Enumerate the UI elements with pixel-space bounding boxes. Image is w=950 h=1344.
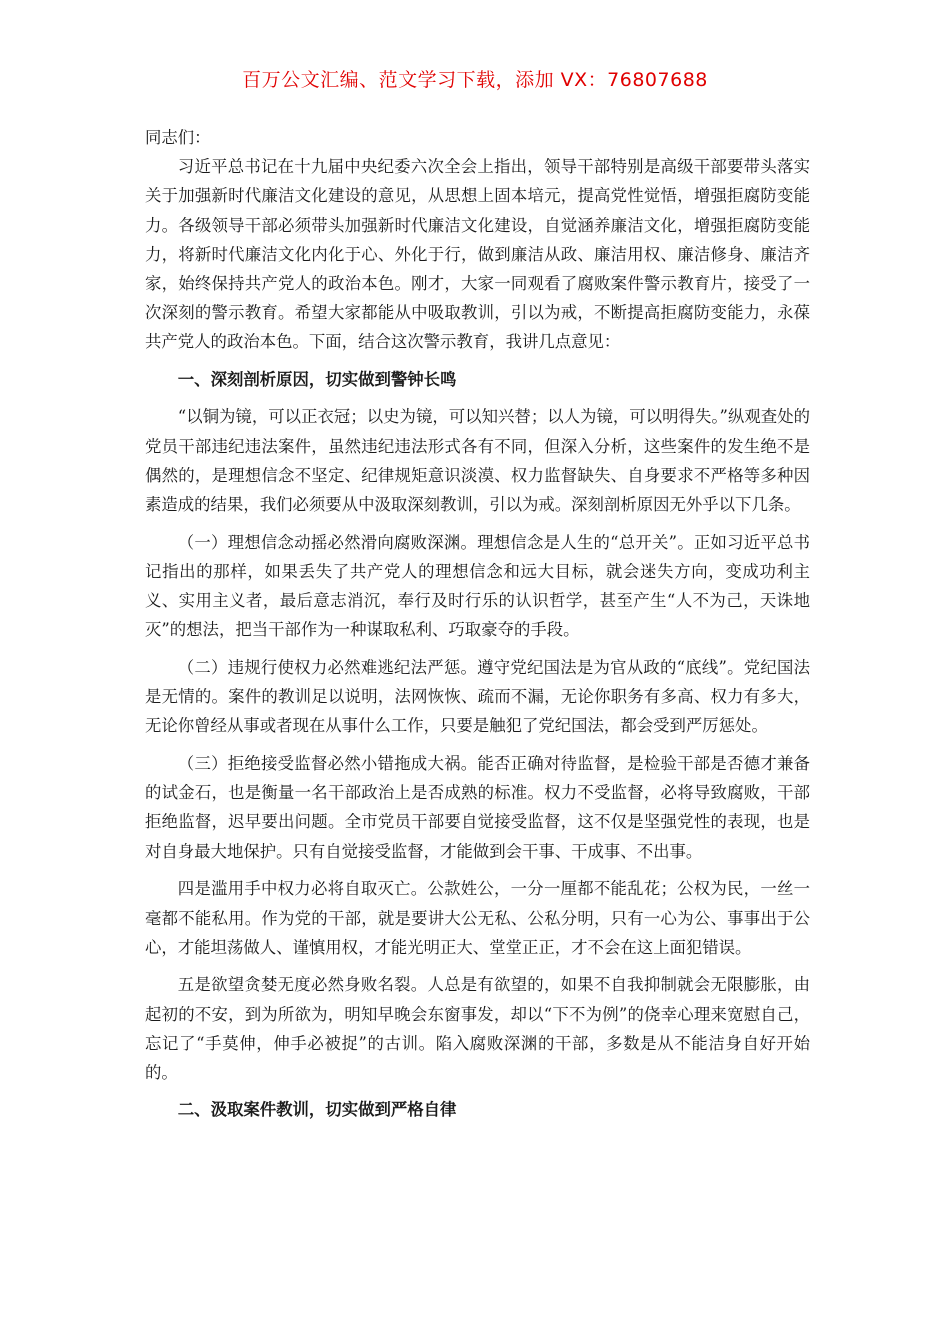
point-5-paragraph: 五是欲望贪婪无度必然身败名裂。人总是有欲望的，如果不自我抑制就会无限膨胀，由起初的不安，到为所欲为，明知早晚会东窗事发，却以“下不为例”的侥幸心理来宽慰自己，忘记了“手莫伸，伸手必被捉”的古训。陷入腐败深渊的干部，多数是从不能洁身自好开始的。 (145, 975, 810, 1083)
point-3-paragraph: （三）拒绝接受监督必然小错拖成大祸。能否正确对待监督，是检验干部是否德才兼备的试金石，也是衡量一名干部政治上是否成熟的标准。权力不受监督，必将导致腐败，干部拒绝监督，迟早要出问题。全市党员干部要自觉接受监督，这不仅是坚强党性的表现，也是对自身最大地保护。只有自觉接受监督，才能做到会干事、干成事、不出事。 (145, 754, 810, 861)
intro-paragraph: 习近平总书记在十九届中央纪委六次全会上指出，领导干部特别是高级干部要带头落实关于加强新时代廉洁文化建设的意见，从思想上固本培元，提高党性觉悟，增强拒腐防变能力。各级领导干部必须带头加强新时代廉洁文化建设，自觉涵养廉洁文化，增强拒腐防变能力，将新时代廉洁文化内化于心、外化于行，做到廉洁从政、廉洁用权、廉洁修身、廉洁齐家，始终保持共产党人的政治本色。刚才，大家一同观看了腐败案件警示教育片，接受了一次深刻的警示教育。希望大家都能从中吸取教训，引以为戒，不断提高拒腐防变能力，永葆共产党人的政治本色。下面，结合这次警示教育，我讲几点意见： (145, 157, 810, 352)
header-banner: 百万公文汇编、范文学习下载，添加 VX：76807688 (242, 69, 708, 91)
point-1-paragraph: （一）理想信念动摇必然滑向腐败深渊。理想信念是人生的“总开关”。正如习近平总书记指出的那样，如果丢失了共产党人的理想信念和远大目标，就会迷失方向，变成功利主义、实用主义者，最后意志消沉，奉行及时行乐的认识哲学，甚至产生“人不为己，天诛地灭”的想法，把当干部作为一种谋取私利、巧取豪夺的手段。 (145, 532, 810, 640)
point-4-paragraph: 四是滥用手中权力必将自取灭亡。公款姓公，一分一厘都不能乱花；公权为民，一丝一毫都不能私用。作为党的干部，就是要讲大公无私、公私分明，只有一心为公、事事出于公心，才能坦荡做人、谨慎用权，才能光明正大、堂堂正正，才不会在这上面犯错误。 (145, 879, 810, 957)
document-body (145, 123, 810, 1125)
section-heading-1: 一、深刻剖析原因，切实做到警钟长鸣 (177, 369, 457, 389)
salutation: 同志们： (145, 128, 211, 147)
point-2-paragraph: （二）违规行使权力必然难逃纪法严惩。遵守党纪国法是为官从政的“底线”。党纪国法是无情的。案件的教训足以说明，法网恢恢、疏而不漏，无论你职务有多高、权力有多大，无论你曾经从事或者现在从事什么工作，只要是触犯了党纪国法，都会受到严厉惩处。 (145, 657, 810, 736)
section-heading-2: 二、汲取案件教训，切实做到严格自律 (177, 1100, 457, 1120)
section1-intro-paragraph: “以铜为镜，可以正衣冠；以史为镜，可以知兴替；以人为镜，可以明得失。”纵观查处的党员干部违纪违法案件，虽然违纪违法形式各有不同，但深入分析，这些案件的发生绝不是偶然的，是理想信念不坚定、纪律规矩意识淡漠、权力监督缺失、自身要求不严格等多种因素造成的结果，我们必须要从中汲取深刻教训，引以为戒。深刻剖析原因无外乎以下几条。 (145, 407, 810, 514)
